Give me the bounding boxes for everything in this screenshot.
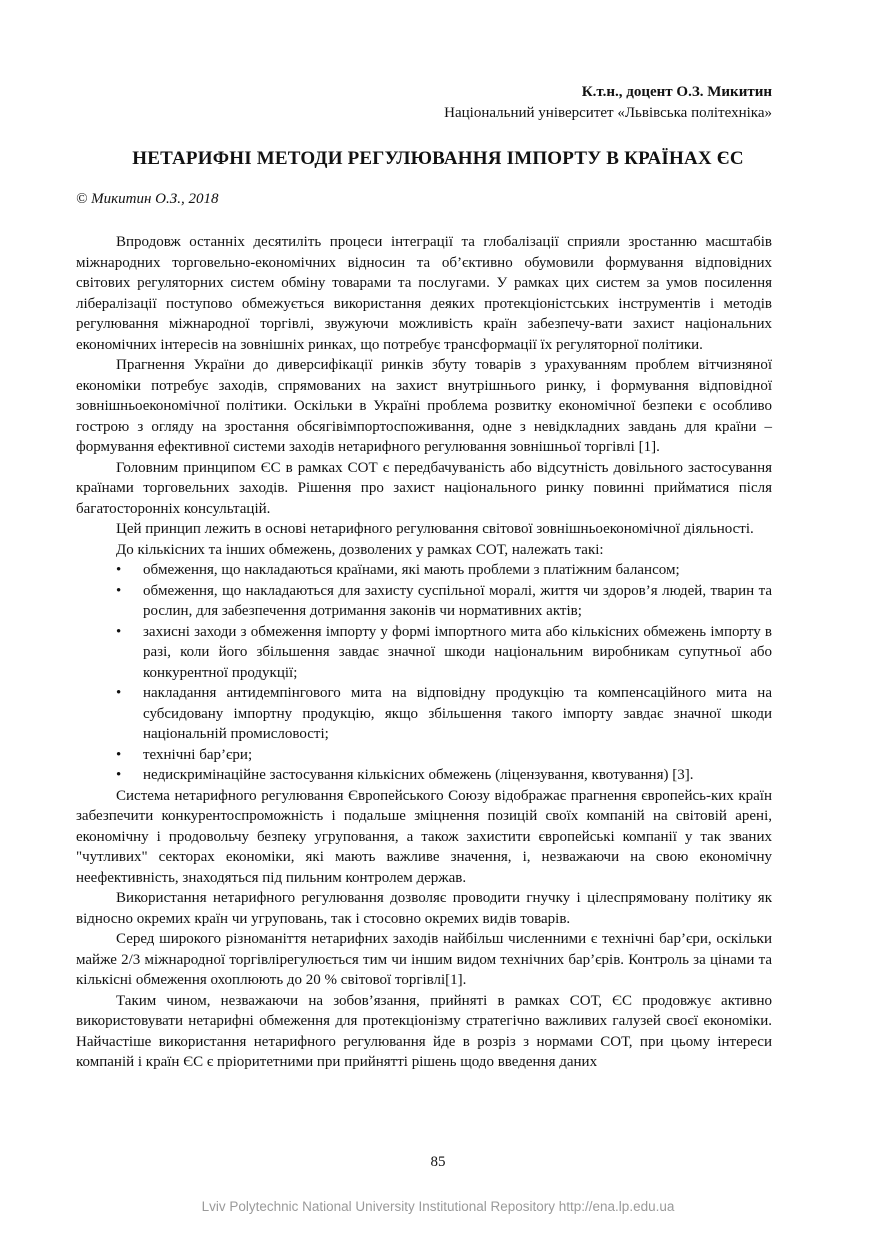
- list-item-text: технічні бар’єри;: [143, 746, 253, 763]
- bullet-icon: •: [116, 746, 122, 763]
- article-title: НЕТАРИФНІ МЕТОДИ РЕГУЛЮВАННЯ ІМПОРТУ В КРАЇНАХ ЄС: [132, 148, 744, 169]
- paragraph: Серед широкого різноманіття нетарифних заходів найбільш численними є технічні бар’єри, оскільки майже 2/3 міжнародної торгівлірегулюється тим чи іншим видом технічних бар’єрів. Контроль за цінами та кількісні обмеження охоплюють до 20 % світової торгівлі[1].: [76, 931, 772, 988]
- list-item: [76, 683, 772, 745]
- bullet-icon: •: [116, 767, 122, 783]
- page-number: 85: [430, 1154, 446, 1170]
- list-item-text: обмеження, що накладаються країнами, які мають проблеми з платіжним балансом;: [143, 562, 680, 578]
- list-item-text: накладання антидемпінгового мита на відповідну продукцію та компенсаційного мита на субсидовану імпортну продукцію, якщо збільшення такого імпорту завдає значної шкоди національній промисловості;: [143, 685, 772, 742]
- affiliation-line: Національний університет «Львівська політехніка»: [444, 105, 772, 121]
- paragraph: Використання нетарифного регулювання дозволяє проводити гнучку і цілеспрямовану політику як відносно окремих країн чи угруповань, так і стосовно окремих видів товарів.: [76, 890, 772, 927]
- paragraph: Прагнення України до диверсифікації ринків збуту товарів з урахуванням проблем вітчизняної економіки потребує заходів, спрямованих на захист внутрішнього ринку, і формування відповідної зовнішньоекономічної політики. Оскільки в Україні проблема розвитку економічної безпеки є особливо гострою з огляду на зростання обсягівімпортоспоживання, одне з невідкладних завдань для країни – формування ефективної системи заходів нетарифного регулювання зовнішньої торгівлі [1].: [76, 357, 772, 455]
- bullet-icon: •: [116, 582, 122, 599]
- list-item: [76, 765, 772, 786]
- copyright-line: © Микитин О.З., 2018: [76, 191, 219, 207]
- list-item-text: захисні заходи з обмеження імпорту у формі імпортного мита або кількісних обмежень імпорту в разі, коли його збільшення завдає значної шкоди національним виробникам супутньої або конкурентної продукції;: [143, 623, 772, 681]
- paragraph: До кількісних та інших обмежень, дозволених у рамках СОТ, належать такі:: [116, 541, 604, 558]
- list-item: [76, 581, 772, 622]
- paragraph: Таким чином, незважаючи на зобов’язання, прийняті в рамках СОТ, ЄС продовжує активно використовувати нетарифні обмеження для протекціонізму стратегічно важливих галузей своєї економіки. Найчастіше використання нетарифного регулювання йде в розріз з нормами СОТ, при цьому інтереси компаній і країн ЄС є пріоритетними при прийнятті рішень щодо введення даних: [76, 992, 772, 1070]
- list-item-text: недискримінаційне застосування кількісних обмежень (ліцензування, квотування) [3].: [143, 767, 694, 783]
- list-item-text: обмеження, що накладаються для захисту суспільної моралі, життя чи здоров’я людей, тварин та рослин, для забезпечення дотримання законів чи нормативних актів;: [143, 582, 772, 619]
- list-item: [76, 560, 772, 581]
- paragraph: Головним принципом ЄС в рамках СОТ є передбачуваність або відсутність довільного застосування країнами торговельних заходів. Рішення про захист національного ринку повинні прийматися після багатосторонніх консультацій.: [76, 459, 772, 517]
- restrictions-list: [76, 560, 772, 786]
- paragraph: Цей принцип лежить в основі нетарифного регулювання світової зовнішньоекономічної діяльності.: [116, 521, 754, 537]
- list-item: [76, 622, 772, 684]
- paragraph: Впродовж останніх десятиліть процеси інтеграції та глобалізації сприяли зростанню масштабів міжнародних торговельно-економічних відносин та об’єктивно обумовили формування відповідних світових регуляторних систем обміну товарами та послугами. У рамках цих систем за умов посилення лібералізації поступово обмежується використання деяких протекціоністських інструментів і методів регулювання міжнародної торгівлі, звужуючи можливість країн забезпечу-вати захист національних економічних інтересів на зовнішніх ринках, що потребує трансформації їх регуляторної політики.: [76, 234, 772, 353]
- bullet-icon: •: [116, 562, 122, 578]
- paragraph: Система нетарифного регулювання Європейського Союзу відображає прагнення європейсь-ких країн забезпечити конкурентоспроможність і подальше зміцнення позицій своїх компаній на світовій арені, економічну і продовольчу безпеку угруповання, а також захистити європейські компанії у так званих "чутливих" секторах економіки, які мають важливе значення, і, незважаючи на свою економічну неефективність, знаходяться під пильним контролем держав.: [76, 787, 772, 886]
- repository-footer: Lviv Polytechnic National University Institutional Repository http://ena.lp.edu.ua: [201, 1199, 675, 1214]
- article-body: [76, 232, 772, 1073]
- bullet-icon: •: [116, 623, 122, 640]
- author-line: К.т.н., доцент О.З. Микитин: [581, 84, 772, 100]
- bullet-icon: •: [116, 685, 122, 701]
- list-item: [76, 745, 772, 766]
